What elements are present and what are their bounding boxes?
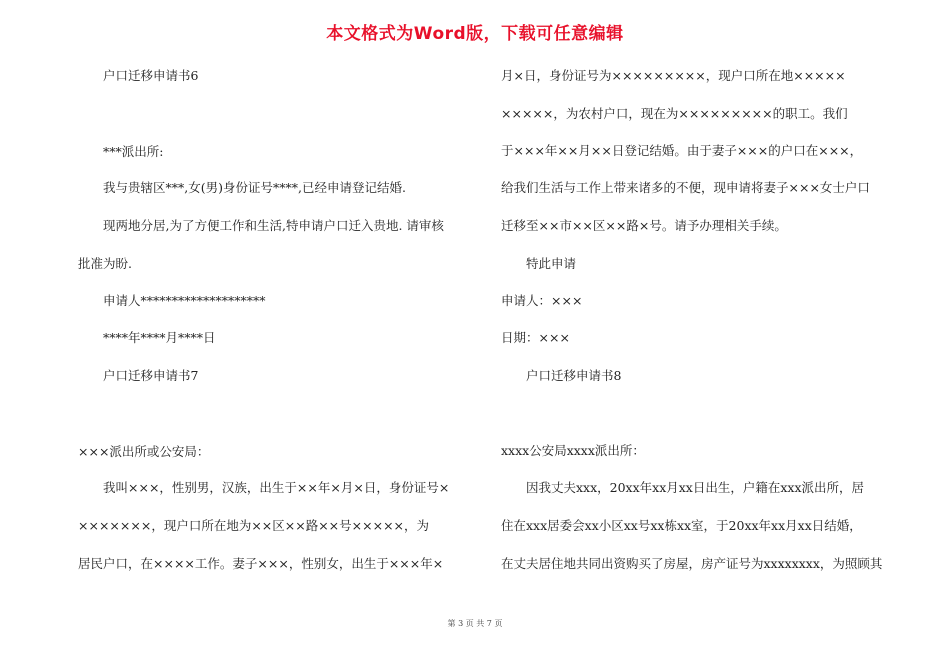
body-line: 月×日，身份证号为×××××××××，现户口所在地××××× <box>501 68 846 83</box>
section-title-7: 户口迁移申请书7 <box>103 368 199 383</box>
body-line: 在丈夫居住地共同出资购买了房屋，房产证号为xxxxxxxx，为照顾其 <box>501 556 883 571</box>
addressee-line: ***派出所: <box>103 144 164 159</box>
body-line: 于×××年××月××日登记结婚。由于妻子×××的户口在×××， <box>501 143 863 158</box>
body-line: ×××××，为农村户口，现在为×××××××××的职工。我们 <box>501 106 848 121</box>
addressee-line: xxxx公安局xxxx派出所： <box>501 443 645 458</box>
body-line: 住在xxx居委会xx小区xx号xx栋xx室，于20xx年xx月xx日结婚， <box>501 518 862 533</box>
body-line: 给我们生活与工作上带来诸多的不便，现申请将妻子×××女士户口 <box>501 180 870 195</box>
body-line: 迁移至××市××区××路×号。请予办理相关手续。 <box>501 218 787 233</box>
document-banner: 本文格式为Word版，下载可任意编辑 <box>326 24 624 44</box>
body-line: 因我丈夫xxx，20xx年xx月xx日出生，户籍在xxx派出所，居 <box>526 480 865 495</box>
page-number-footer: 第 3 页 共 7 页 <box>447 619 503 628</box>
applicant-line: 申请人：××× <box>501 293 583 308</box>
body-line: 批准为盼. <box>78 256 132 271</box>
body-line: 居民户口，在××××工作。妻子×××，性别女，出生于×××年× <box>78 556 444 571</box>
addressee-line: ×××派出所或公安局： <box>78 444 210 459</box>
body-line: 现两地分居,为了方便工作和生活,特申请户口迁入贵地. 请审核 <box>103 218 444 233</box>
date-line: ****年****月****日 <box>103 330 216 345</box>
section-title-6: 户口迁移申请书6 <box>103 68 199 83</box>
body-line: 我与贵辖区***,女(男)身份证号****,已经申请登记结婚. <box>103 180 406 195</box>
applicant-line: 申请人******************** <box>103 293 266 308</box>
closing-line: 特此申请 <box>526 256 577 271</box>
body-line: 我叫×××，性别男，汉族，出生于××年×月×日，身份证号× <box>103 480 450 495</box>
body-line: ×××××××，现户口所在地为××区××路××号×××××，为 <box>78 518 430 533</box>
date-line: 日期：××× <box>501 330 570 345</box>
section-title-8: 户口迁移申请书8 <box>526 368 622 383</box>
